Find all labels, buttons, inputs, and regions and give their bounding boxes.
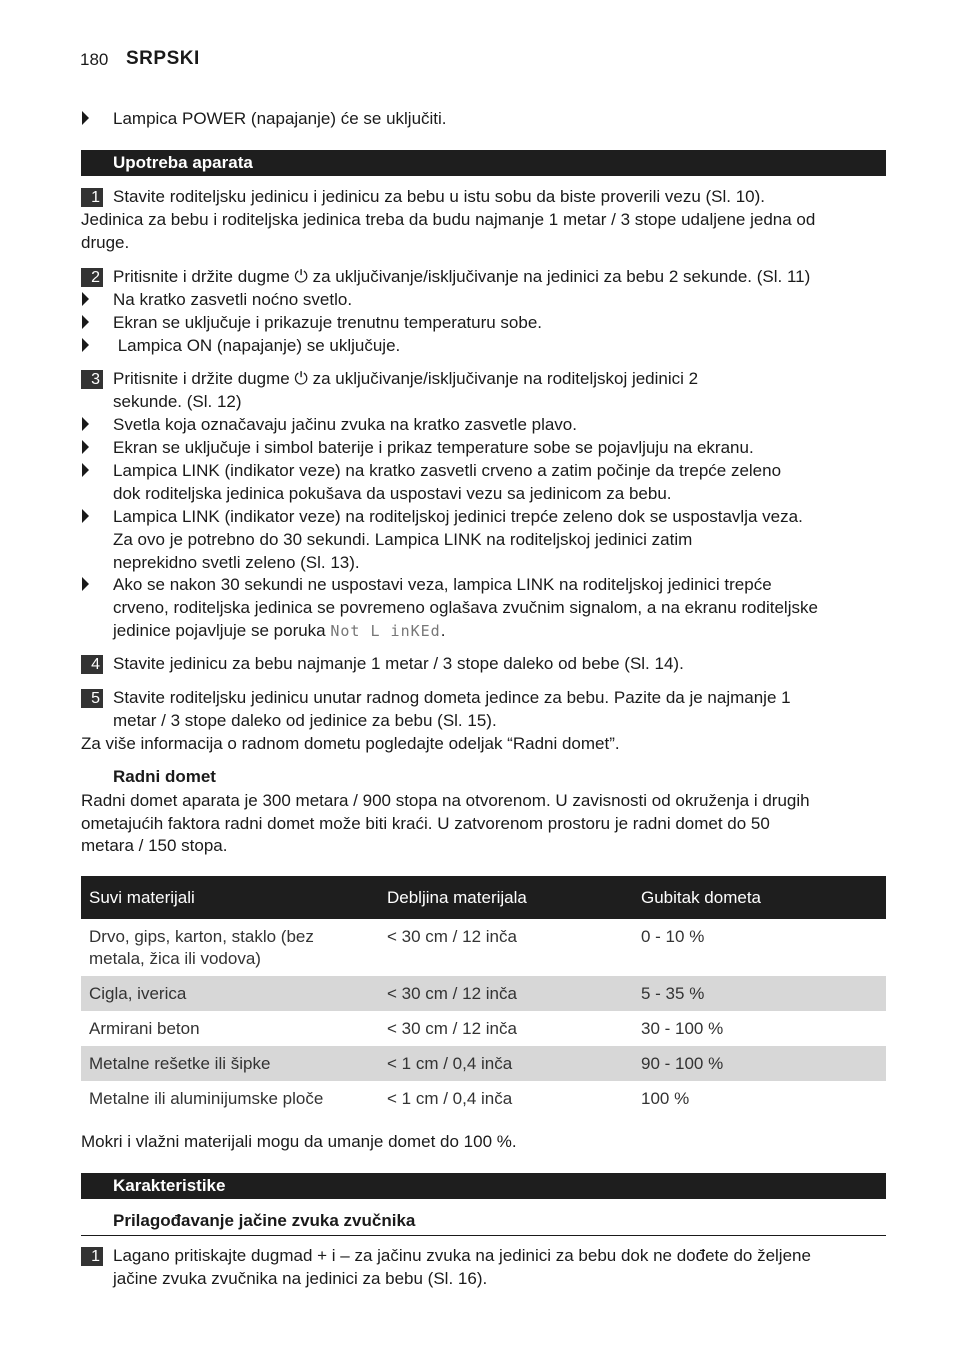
table-row	[81, 1046, 886, 1081]
bullet-text: dok roditeljska jedinica pokušava da uspostavi vezu sa jedinicom za bebu.	[113, 484, 672, 503]
subheading-range: Radni domet	[113, 767, 216, 786]
bullet-text: Na kratko zasvetli noćno svetlo.	[113, 290, 353, 309]
step-text: sekunde. (Sl. 12)	[113, 392, 242, 411]
step-text: Lagano pritiskajte dugmad + i – za jačinu zvuka na jedinici za bebu dok ne dođete do željene	[113, 1246, 811, 1265]
lcd-message: Not L inKEd	[330, 622, 441, 640]
table-row	[81, 1081, 886, 1116]
table-header-row	[81, 876, 886, 919]
step-number-badge: 5	[81, 689, 103, 708]
table-cell: Metalne ili aluminijumske ploče	[89, 1089, 324, 1108]
step-text: Stavite roditeljsku jedinicu unutar radnog dometa jedince za bebu. Pazite da je najmanje 1	[113, 688, 791, 707]
step-number-badge: 1	[81, 188, 103, 207]
table-row	[81, 1011, 886, 1046]
divider	[81, 1235, 886, 1236]
step-text: Stavite roditeljsku jedinicu i jedinicu za bebu u istu sobu da biste proverili vezu (Sl. 10).	[113, 187, 766, 206]
bullet-arrow-icon	[82, 111, 89, 125]
bullet-arrow-icon	[82, 440, 89, 454]
table-cell: Cigla, iverica	[81, 976, 379, 1011]
bullet-arrow-icon	[82, 577, 89, 591]
subheading-volume: Prilagođavanje jačine zvuka zvučnika	[113, 1211, 416, 1230]
table-cell: < 1 cm / 0,4 inča	[379, 1046, 633, 1081]
bullet-arrow-icon	[82, 417, 89, 431]
table-header-cell: Gubitak dometa	[633, 876, 886, 919]
table-cell: < 30 cm / 12 inča	[387, 1019, 517, 1038]
bullet-text: neprekidno svetli zeleno (Sl. 13).	[113, 553, 360, 572]
table-cell: 100 %	[641, 1089, 690, 1108]
step-text: Stavite jedinicu za bebu najmanje 1 metar / 3 stope daleko od bebe (Sl. 14).	[113, 654, 684, 673]
step-text: jačine zvuka zvučnika na jedinici za bebu (Sl. 16).	[113, 1269, 488, 1288]
table-cell: 30 - 100 %	[641, 1019, 724, 1038]
table-cell: Metalne rešetke ili šipke	[81, 1046, 379, 1081]
table-cell: 90 - 100 %	[633, 1046, 886, 1081]
table-cell-line: Drvo, gips, karton, staklo (bez	[89, 927, 314, 946]
section-title: Karakteristike	[113, 1176, 226, 1195]
bullet-text: jedinice pojavljuje se poruka	[113, 621, 331, 640]
step-text: Pritisnite i držite dugme ⏻ za uključivanje/isključivanje na roditeljskoj jedinici 2	[113, 369, 699, 388]
step-number-badge: 2	[81, 268, 103, 287]
bullet-arrow-icon	[82, 315, 89, 329]
range-text-line: ometajućih faktora radni domet može biti kraći. U zatvorenom prostoru je radni domet do 50	[81, 814, 770, 833]
wet-materials-note: Mokri i vlažni materijali mogu da umanje domet do 100 %.	[81, 1132, 517, 1151]
bullet-text: Lampica LINK (indikator veze) na roditeljskoj jedinici trepće zeleno dok se uspostavlja veza.	[113, 507, 803, 526]
step-number-badge: 3	[81, 370, 103, 389]
table-cell	[81, 919, 379, 976]
section-title: Upotreba aparata	[113, 153, 253, 172]
table-header-cell: Debljina materijala	[379, 876, 633, 919]
note-line: Jedinica za bebu i roditeljska jedinica treba da budu najmanje 1 metar / 3 stope udaljene jedna od	[81, 210, 816, 229]
bullet-arrow-icon	[82, 509, 89, 523]
bullet-text: Lampica ON (napajanje) se uključuje.	[113, 336, 401, 355]
table-header-cell: Suvi materijali	[81, 876, 379, 919]
bullet-text: crveno, roditeljska jedinica se povremeno oglašava zvučnim signalom, a na ekranu roditeljske	[113, 598, 818, 617]
bullet-text: Za ovo je potrebno do 30 sekundi. Lampica LINK na roditeljskoj jedinici zatim	[113, 530, 693, 549]
bullet-text: Ekran se uključuje i simbol baterije i prikaz temperature sobe se pojavljuju na ekranu.	[113, 438, 754, 457]
bullet-text: Svetla koja označavaju jačinu zvuka na kratko zasvetle plavo.	[113, 415, 577, 434]
intro-bullet-text: Lampica POWER (napajanje) će se uključiti.	[113, 109, 447, 128]
table-row	[81, 919, 886, 976]
bullet-text: Lampica LINK (indikator veze) na kratko zasvetli crveno a zatim počinje da trepće zeleno	[113, 461, 782, 480]
table-row	[81, 976, 886, 1011]
table-cell: < 1 cm / 0,4 inča	[387, 1089, 513, 1108]
table-cell: < 30 cm / 12 inča	[379, 976, 633, 1011]
materials-table	[81, 876, 886, 1116]
table-cell: Armirani beton	[89, 1019, 200, 1038]
step-text: metar / 3 stope daleko od jedinice za bebu (Sl. 15).	[113, 711, 497, 730]
step-number-badge: 4	[81, 655, 103, 674]
bullet-text: Ako se nakon 30 sekundi ne uspostavi veza, lampica LINK na roditeljskoj jedinici trepće	[113, 575, 772, 594]
table-cell-line: metala, žica ili vodova)	[89, 949, 261, 968]
table-cell: < 30 cm / 12 inča	[387, 927, 517, 946]
range-text-line: Radni domet aparata je 300 metara / 900 stopa na otvorenom. U zavisnosti od okruženja i drugih	[81, 791, 810, 810]
bullet-arrow-icon	[82, 292, 89, 306]
bullet-arrow-icon	[82, 338, 89, 352]
note-line: druge.	[81, 233, 130, 252]
note-line: Za više informacija o radnom dometu pogledajte odeljak “Radni domet”.	[81, 734, 620, 753]
page-number: 180	[80, 50, 109, 69]
bullet-text-with-lcd	[113, 620, 884, 642]
period: .	[440, 621, 446, 640]
section-bar-features	[81, 1173, 886, 1199]
step-text: Pritisnite i držite dugme ⏻ za uključivanje/isključivanje na jedinici za bebu 2 sekunde. (Sl. 11)	[113, 267, 811, 286]
bullet-text: Ekran se uključuje i prikazuje trenutnu temperaturu sobe.	[113, 313, 543, 332]
section-bar-usage	[81, 150, 886, 176]
bullet-arrow-icon	[82, 463, 89, 477]
language-heading: SRPSKI	[126, 48, 200, 69]
step-number-badge: 1	[81, 1247, 103, 1266]
table-cell: 0 - 10 %	[641, 927, 705, 946]
range-text-line: metara / 150 stopa.	[81, 836, 228, 855]
table-cell: 5 - 35 %	[633, 976, 886, 1011]
